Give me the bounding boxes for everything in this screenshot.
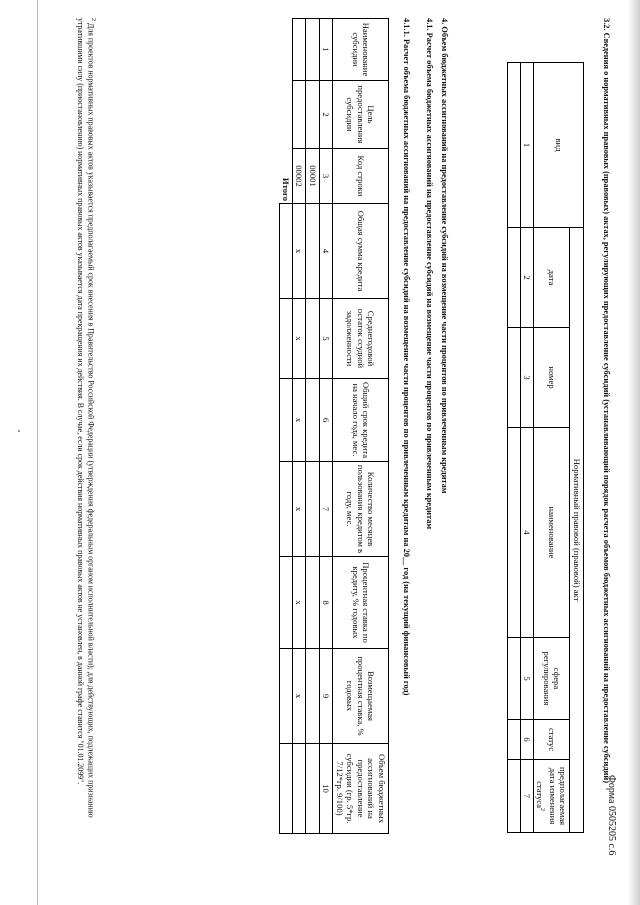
column-number-row — [320, 19, 334, 834]
section-3-2-heading-text: 3.2. Сведения о нормативных правовых (правовых) актах, регулирующих предоставление субсидий (устанавливающий порядок расчета объемов бюджетных ассигнований на предоставление субсидий) — [602, 18, 611, 783]
group-header-act: Нормативный правовой (правовой) акт — [570, 228, 584, 833]
table-cell — [306, 462, 320, 557]
col-header-scope: сфера регулирования — [534, 638, 570, 720]
col-header-status-change-date — [534, 760, 570, 833]
table-cell — [306, 744, 320, 834]
table-cell — [306, 379, 320, 462]
table-cell — [507, 638, 520, 720]
blank-cell — [280, 81, 293, 149]
col-header-subsidy-name: Наименование субсидии — [333, 19, 389, 81]
col-header-status-change-date-text: предполагаемая дата изменения статуса — [535, 766, 569, 826]
column-number: 5 — [520, 638, 534, 720]
scan-edge-line — [37, 0, 38, 905]
table-cell — [306, 299, 320, 379]
table-cell — [507, 428, 520, 638]
table-cell: x — [293, 379, 307, 462]
table-cell: x — [293, 649, 307, 744]
column-number: 8 — [320, 557, 334, 649]
table-cell — [507, 228, 520, 328]
col-header-number: номер — [534, 328, 570, 428]
column-number: 7 — [320, 462, 334, 557]
table-row — [306, 19, 320, 834]
table-cell — [507, 760, 520, 833]
table-cell — [306, 557, 320, 649]
col-header-status: статус — [534, 720, 570, 760]
section-4-1-heading: 4.1. Расчет объема бюджетных ассигнований на предоставление субсидий на возмещение части процентов по привлеченным кредитам — [425, 18, 434, 530]
table-cell — [293, 81, 307, 149]
table-cell: x — [293, 462, 307, 557]
table-cell — [280, 649, 293, 744]
col-header-purpose: Цель предоставления субсидии — [333, 81, 389, 149]
column-number: 2 — [320, 81, 334, 149]
col-header-type: вид — [534, 63, 584, 228]
table-cell — [507, 720, 520, 760]
column-number: 3 — [520, 328, 534, 428]
table-row — [507, 63, 520, 833]
column-number: 4 — [520, 428, 534, 638]
column-number: 5 — [320, 299, 334, 379]
footnote — [75, 18, 98, 848]
col-header-line-code: Код строки — [333, 149, 389, 204]
table-cell — [280, 379, 293, 462]
normative-acts-table — [507, 62, 584, 833]
table-row — [293, 19, 307, 834]
column-number: 2 — [520, 228, 534, 328]
subsidy-calculation-table — [279, 18, 389, 834]
column-number: 6 — [320, 379, 334, 462]
column-number: 6 — [520, 720, 534, 760]
section-4-heading: 4. Объем бюджетных ассигнований на предоставление субсидий на возмещение части процентов по привлеченным кредитам — [440, 18, 449, 494]
column-number: 1 — [520, 63, 534, 228]
col-header-title: наименование — [534, 428, 570, 638]
table-cell — [306, 649, 320, 744]
column-number: 4 — [320, 204, 334, 299]
column-number: 9 — [320, 649, 334, 744]
column-number: 10 — [320, 744, 334, 834]
table-cell — [280, 462, 293, 557]
col-header-months-used: Количество месяцев пользования кредитом в году, мес. — [333, 462, 389, 557]
line-code: 00001 — [306, 149, 320, 204]
table-cell: x — [293, 204, 307, 299]
total-label: Итого — [281, 177, 291, 201]
form-code: Форма 0505205 с.6 — [606, 775, 617, 856]
table-cell — [507, 328, 520, 428]
col-header-interest-rate: Процентная ставка по кредиту, % годовых — [333, 557, 389, 649]
line-code: 00002 — [293, 149, 307, 204]
col-header-avg-balance: Среднегодовой остаток ссудной задолженности — [333, 299, 389, 379]
section-4-1-1-heading: 4.1.1. Расчет объема бюджетных ассигнований на предоставление субсидий на возмещение части процентов по привлеченным кредитам на 20__ год (на текущий финансовый год) — [402, 18, 411, 696]
table-cell — [507, 63, 520, 228]
table-cell: x — [293, 299, 307, 379]
totals-row — [280, 19, 293, 834]
table-cell — [306, 81, 320, 149]
col-header-loan-amount: Общая сумма кредита — [333, 204, 389, 299]
table-cell — [280, 557, 293, 649]
table-cell — [293, 744, 307, 834]
table-cell — [280, 744, 293, 834]
table-header-row — [333, 19, 389, 834]
table-cell — [306, 19, 320, 81]
scan-speck — [18, 430, 20, 432]
table-cell — [293, 19, 307, 81]
col-header-loan-term: Общий срок кредита на начало года, мес. — [333, 379, 389, 462]
table-cell — [280, 204, 293, 299]
column-number: 3 — [320, 149, 334, 204]
col-header-reimbursed-rate: Возмещаемая процентная ставка, % годовых — [333, 649, 389, 744]
column-number: 7 — [520, 760, 534, 833]
footnote-mark: 2 — [539, 808, 546, 812]
col-header-appropriation-volume: Объем бюджетных ассигнований на предоставление субсидии (гр. 5*гр. 7/12*гр. 9/100) — [333, 744, 389, 834]
column-number-row — [520, 63, 534, 833]
column-number: 1 — [320, 19, 334, 81]
section-3-2-heading — [601, 18, 612, 838]
col-header-date: дата — [534, 228, 570, 328]
table-cell — [280, 299, 293, 379]
footnote-mark: 2 — [90, 18, 96, 21]
table-cell: x — [293, 557, 307, 649]
scan-edge-shadow — [628, 0, 640, 905]
table-cell — [306, 204, 320, 299]
table-header-row — [570, 63, 584, 833]
footnote-text: Для проектов нормативных правовых актов указывается предполагаемый срок внесения в Правительство Российской Федерации (утверждения федеральным органом исполнительной власти); для действующих, подлежащих признанию утратившими силу (приостановлению) нормативных правовых актов указывается дата прекращения их действия. В случае, если срок действия нормативных правовых актов не установлен, в данной графе ставится "01.01.2099". — [76, 18, 96, 818]
blank-cell — [280, 19, 293, 81]
